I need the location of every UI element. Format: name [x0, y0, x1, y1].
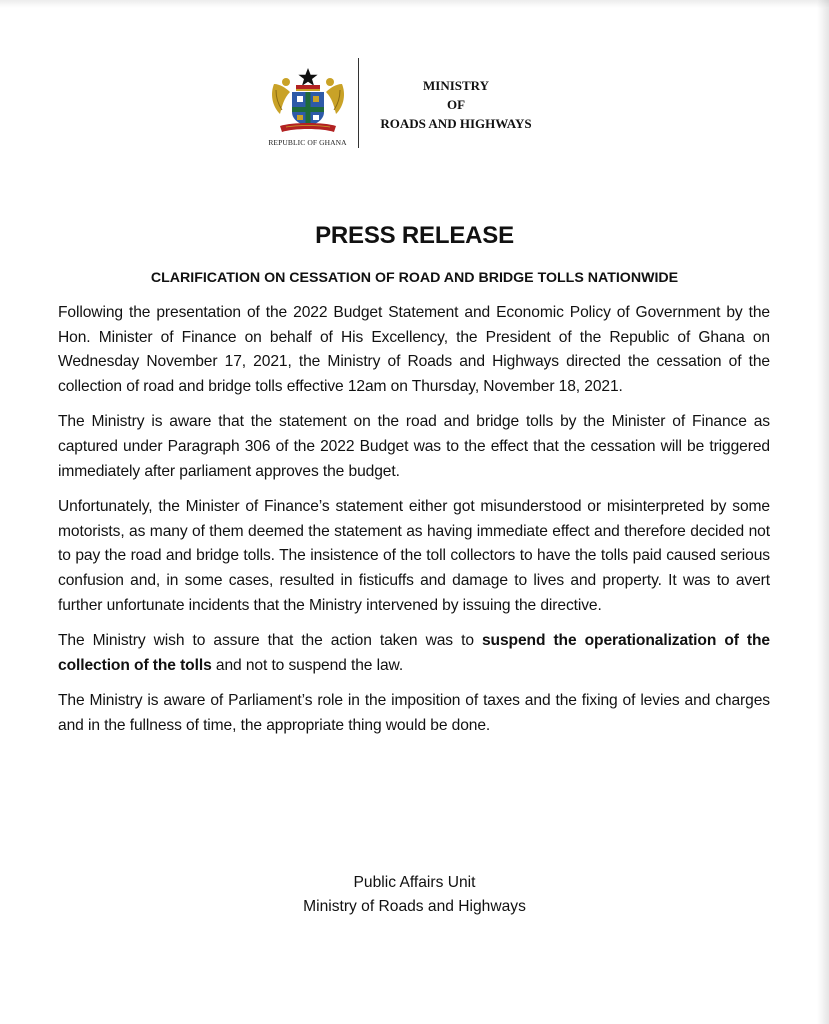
ministry-line-1: MINISTRY	[423, 78, 489, 93]
signature-block	[0, 871, 829, 919]
paragraph-3: Unfortunately, the Minister of Finance’s statement either got misunderstood or misinterpreted by some motorists, as many of them deemed the statement as having immediate effect and therefore decided not to pay the road and bridge tolls. The insistence of the toll collectors to have the tolls paid caused serious confusion and, in some cases, resulted in fisticuffs and damage to lives and property. It was to avert further unfortunate incidents that the Ministry intervened by issuing the directive.	[58, 498, 770, 614]
letterhead-divider	[358, 58, 359, 148]
paragraph-1: Following the presentation of the 2022 Budget Statement and Economic Policy of Government by the Hon. Minister of Finance on behalf of His Excellency, the President of the Republic of Ghana on Wednesday November 17, 2021, the Ministry of Roads and Highways directed the cessation of the collection of road and bridge tolls effective 12am on Thursday, November 18, 2021.	[58, 304, 770, 395]
page-top-shadow	[0, 0, 829, 8]
coat-of-arms	[260, 62, 355, 150]
paragraph-4-end: and not to suspend the law.	[211, 656, 404, 674]
paragraph-5: The Ministry is aware of Parliament’s role in the imposition of taxes and the fixing of levies and charges and in the fullness of time, the appropriate thing would be done.	[58, 692, 770, 734]
paragraph-4-start: The Ministry wish to assure that the action taken was to	[58, 632, 482, 650]
ministry-name	[362, 76, 550, 133]
paragraph-4	[58, 629, 770, 678]
emblem-caption: REPUBLIC OF GHANA	[268, 138, 347, 147]
paragraph-4-emphasis: suspend the operationalization of the collection of the tolls	[58, 632, 770, 674]
ministry-line-3: ROADS AND HIGHWAYS	[380, 116, 532, 131]
signature-unit: Public Affairs Unit	[353, 874, 476, 891]
letterhead	[258, 58, 558, 150]
paragraph-2: The Ministry is aware that the statement on the road and bridge tolls by the Minister of Finance as captured under Paragraph 306 of the 2022 Budget was to the effect that the cessation will be triggered immediately after parliament approves the budget.	[58, 413, 770, 480]
page-subtitle: CLARIFICATION ON CESSATION OF ROAD AND BRIDGE TOLLS NATIONWIDE	[150, 270, 679, 286]
page-title: PRESS RELEASE	[315, 222, 514, 249]
signature-ministry: Ministry of Roads and Highways	[303, 898, 526, 915]
press-release-body	[58, 301, 770, 739]
ghana-coat-of-arms-icon	[268, 66, 348, 136]
ministry-line-2: OF	[446, 97, 466, 112]
